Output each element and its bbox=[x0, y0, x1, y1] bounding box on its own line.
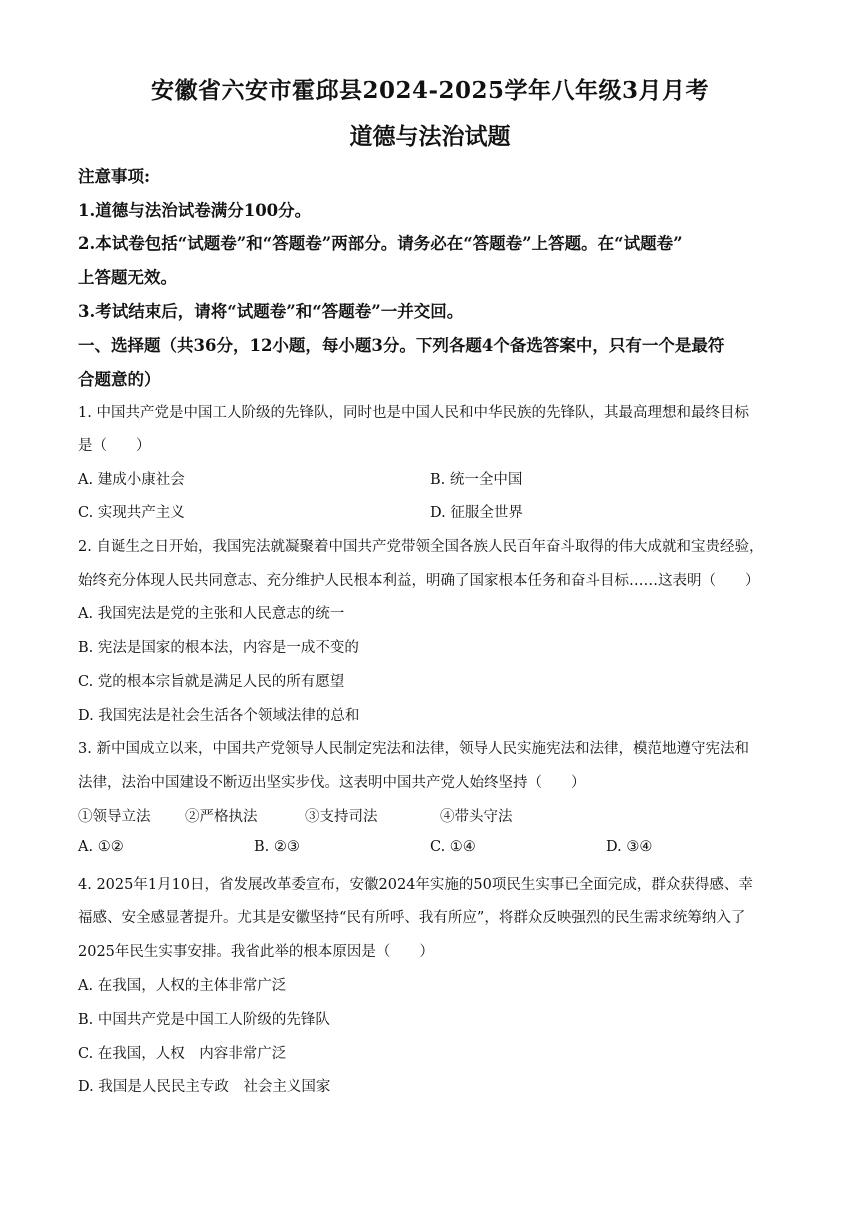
exam-subtitle: 道德与法治试题 bbox=[349, 123, 511, 150]
option-d: D. 我国是人民民主专政 社会主义国家 bbox=[78, 1079, 331, 1095]
option-d: D. 我国宪法是社会生活各个领域法律的总和 bbox=[78, 708, 360, 724]
option-c: C. 在我国，人权 内容非常广泛 bbox=[78, 1046, 287, 1062]
option-a: A. 在我国，人权的主体非常广泛 bbox=[78, 978, 287, 994]
question-stem: 4. 2025年1月10日，省发展改革委宣布，安徽2024年实施的50项民生实事已全面完成，群众获得感、幸 bbox=[78, 877, 753, 893]
section-heading: 一、选择题（共36分，12小题，每小题3分。下列各题4个备选答案中，只有一个是最符 bbox=[78, 336, 725, 355]
option-c: C. 实现共产主义 bbox=[78, 505, 185, 521]
exam-title: 安徽省六安市霍邱县2024-2025学年八年级3月月考 bbox=[150, 77, 710, 104]
statement-item: ④带头守法 bbox=[440, 809, 513, 825]
option-c: C. ①④ bbox=[430, 839, 476, 855]
statement-item: ①领导立法 bbox=[78, 809, 151, 825]
option-a: A. 建成小康社会 bbox=[78, 472, 185, 488]
question-stem: 法律，法治中国建设不断迈出坚实步伐。这表明中国共产党人始终坚持（ ） bbox=[78, 775, 586, 791]
question-stem: 始终充分体现人民共同意志、充分维护人民根本利益，明确了国家根本任务和奋斗目标……这表明（ ） bbox=[78, 573, 760, 589]
notice-heading: 注意事项: bbox=[78, 167, 151, 186]
option-b: B. ②③ bbox=[254, 839, 300, 855]
option-b: B. 中国共产党是中国工人阶级的先锋队 bbox=[78, 1012, 330, 1028]
question-stem: 1. 中国共产党是中国工人阶级的先锋队，同时也是中国人民和中华民族的先锋队，其最高理想和最终目标 bbox=[78, 405, 749, 421]
notice-item: 3.考试结束后，请将“试题卷”和“答题卷”一并交回。 bbox=[78, 302, 464, 321]
option-b: B. 统一全中国 bbox=[430, 472, 523, 488]
option-a: A. ①② bbox=[78, 839, 124, 855]
question-stem: 2. 自诞生之日开始，我国宪法就凝聚着中国共产党带领全国各族人民百年奋斗取得的伟大成就和宝贵经验， bbox=[78, 539, 764, 555]
statement-item: ③支持司法 bbox=[305, 809, 378, 825]
option-d: D. 征服全世界 bbox=[430, 505, 523, 521]
statement-item: ②严格执法 bbox=[185, 809, 258, 825]
option-b: B. 宪法是国家的根本法，内容是一成不变的 bbox=[78, 640, 359, 656]
question-stem: 2025年民生实事安排。我省此举的根本原因是（ ） bbox=[78, 944, 434, 960]
option-a: A. 我国宪法是党的主张和人民意志的统一 bbox=[78, 606, 345, 622]
section-heading: 合题意的） bbox=[78, 370, 161, 389]
question-stem: 是（ ） bbox=[78, 438, 151, 454]
option-c: C. 党的根本宗旨就是满足人民的所有愿望 bbox=[78, 674, 345, 690]
question-stem: 福感、安全感显著提升。尤其是安徽坚持“民有所呼、我有所应”，将群众反映强烈的民生需求统筹纳入了 bbox=[78, 910, 746, 926]
question-stem: 3. 新中国成立以来，中国共产党领导人民制定宪法和法律，领导人民实施宪法和法律，模范地遵守宪法和 bbox=[78, 741, 749, 757]
notice-item: 1.道德与法治试卷满分100分。 bbox=[78, 201, 312, 220]
option-d: D. ③④ bbox=[606, 839, 653, 855]
notice-item: 2.本试卷包括“试题卷”和“答题卷”两部分。请务必在“答题卷”上答题。在“试题卷” bbox=[78, 234, 683, 253]
notice-item: 上答题无效。 bbox=[78, 268, 177, 287]
